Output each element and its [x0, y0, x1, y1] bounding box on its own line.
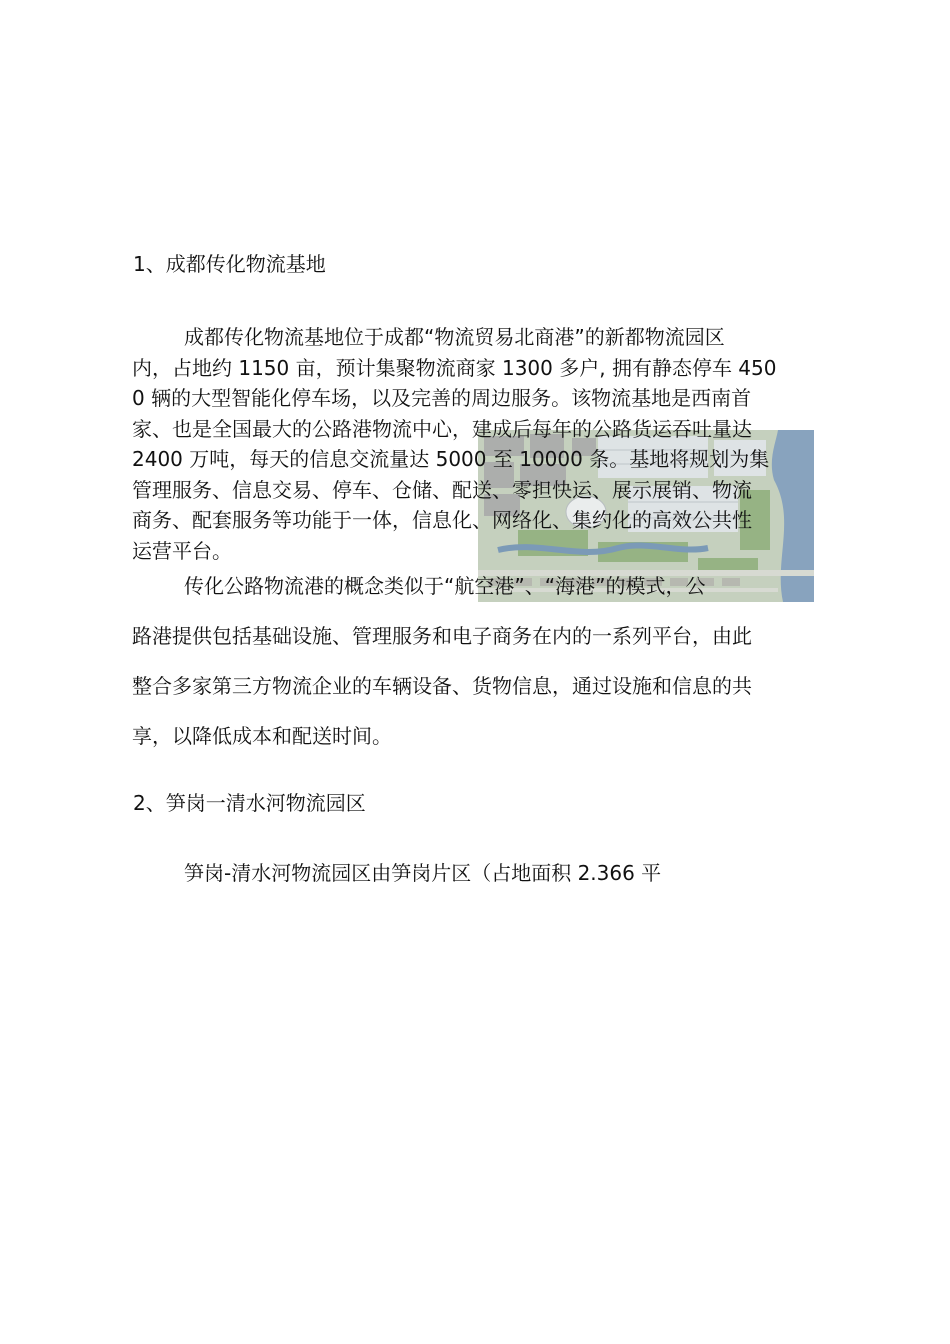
- section-heading-1: 1、成都传化物流基地: [133, 252, 326, 276]
- section1-paragraph-2: [132, 561, 822, 761]
- text-line: 运营平台。: [132, 538, 232, 563]
- text-line: 0 辆的大型智能化停车场，以及完善的周边服务。该物流基地是西南首: [132, 386, 752, 410]
- text-line: 整合多家第三方物流企业的车辆设备、货物信息，通过设施和信息的共: [132, 674, 752, 698]
- text-line: 成都传化物流基地位于成都“物流贸易北商港”的新都物流园区: [184, 325, 725, 349]
- text-line: 家、也是全国最大的公路港物流中心，建成后每年的公路货运吞吐量达: [132, 416, 752, 441]
- text-line: 管理服务、信息交易、停车、仓储、配送、零担快运、展示展销、物流: [132, 477, 752, 502]
- section2-paragraph-1: [132, 858, 822, 888]
- text-line: 商务、配套服务等功能于一体，信息化、网络化、集约化的高效公共性: [132, 508, 752, 532]
- text-line: 笋岗-清水河物流园区由笋岗片区（占地面积 2.366 平: [184, 861, 662, 885]
- text-line: 2400 万吨，每天的信息交流量达 5000 至 10000 条。基地将规划为集: [132, 447, 770, 471]
- text-line: 路港提供包括基础设施、管理服务和电子商务在内的一系列平台，由此: [132, 624, 752, 648]
- text-line: 传化公路物流港的概念类似于“航空港”、“海港”的模式，公: [184, 574, 706, 598]
- section-heading-2: 2、笋岗一清水河物流园区: [133, 791, 366, 815]
- text-line: 内，占地约 1150 亩，预计集聚物流商家 1300 多户, 拥有静态停车 450: [132, 355, 777, 380]
- section1-paragraph-1: [132, 322, 822, 566]
- text-line: 享，以降低成本和配送时间。: [132, 724, 392, 748]
